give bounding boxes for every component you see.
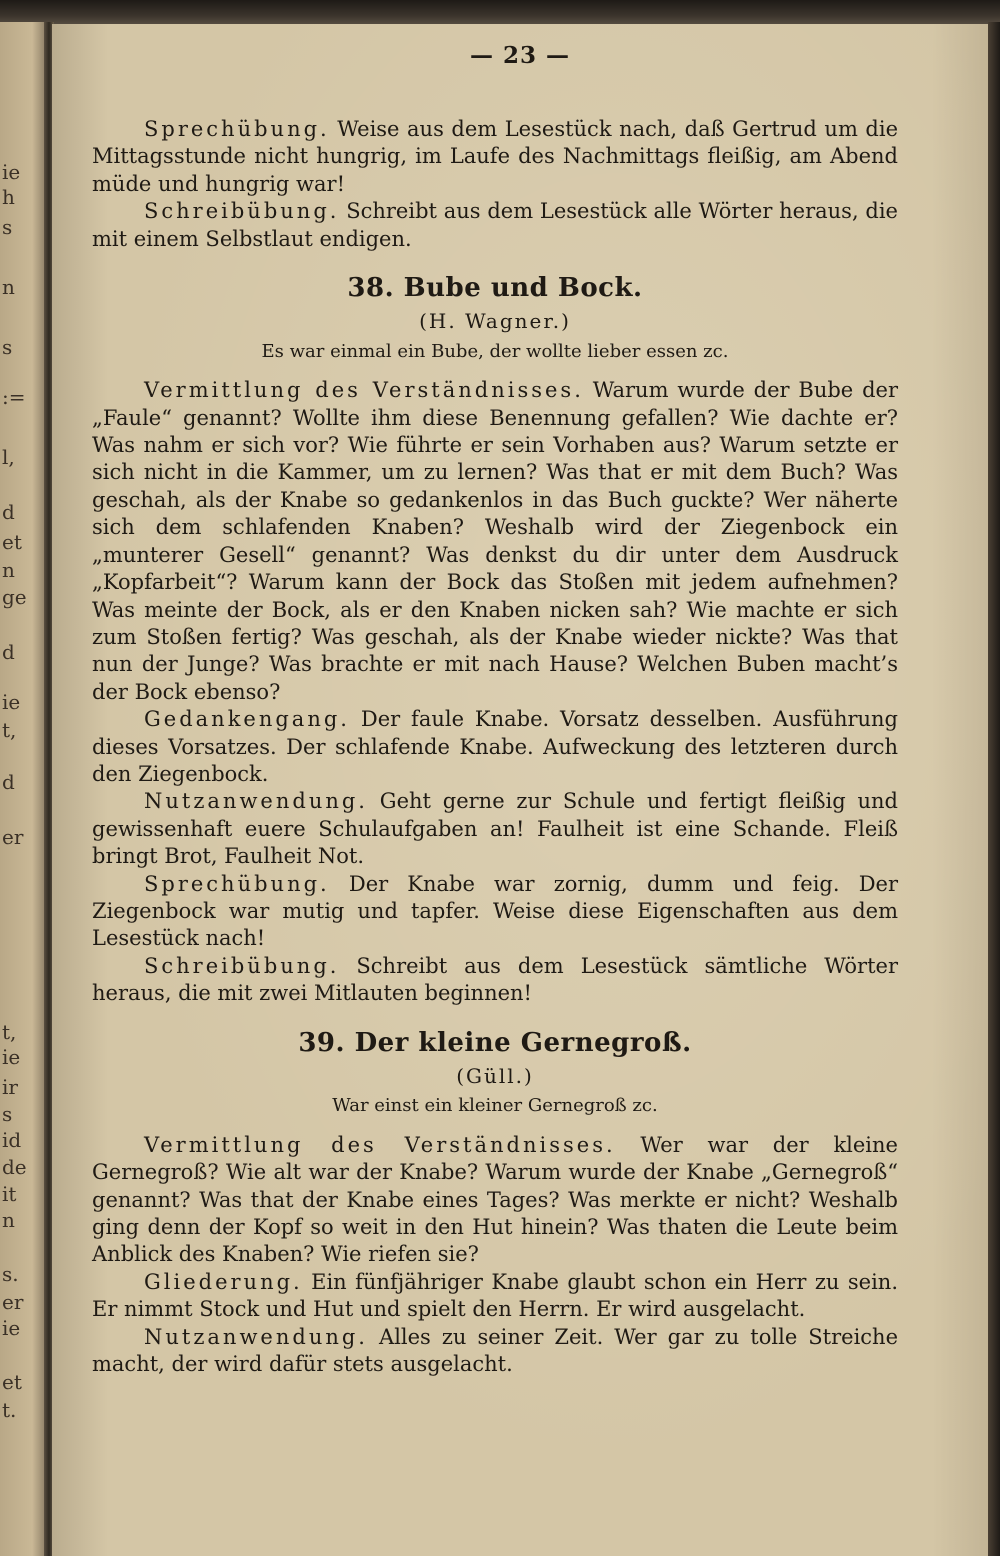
section-39-first-line: War einst ein kleiner Gernegroß zc. [332,1095,658,1117]
left-page-fragment: := [2,385,26,409]
section-39-author: (Güll.) [456,1064,534,1088]
left-page-fragment: et [2,530,22,554]
left-page-fragment: er [2,1290,24,1314]
left-page-fragment: it [2,1182,17,1206]
left-page-fragment: ge [2,585,27,609]
left-page-fragment: et [2,1370,22,1394]
paragraph-text: Schreibt aus dem Lesestück alle Wörter heraus, die mit einem Selbstlaut endigen. [92,199,898,251]
left-page-fragment: ie [2,160,21,184]
left-page-fragment: n [2,275,15,299]
section-38-author: (H. Wagner.) [419,309,571,334]
left-page-fragment: ie [2,1045,21,1069]
left-page-fragment: s [2,1102,13,1126]
section-38-title: 38. Bube und Bock. [347,273,643,304]
s38-paragraph-4 [92,871,898,953]
left-page-fragment: l, [2,445,15,469]
paragraph-label: Vermittlung des Verständnisses. [144,378,584,403]
s39-paragraph-2 [92,1269,898,1324]
paragraph-text: Weise aus dem Lesestück nach, daß Gertrud um die Mittagsstunde nicht hungrig, im Laufe des Nachmittags fleißig, am Abend müde und hungrig war! [92,117,898,196]
left-page-fragment: t, [2,1020,17,1044]
left-page-fragment: ir [2,1075,18,1099]
paragraph-label: Nutzanwendung. [144,789,368,814]
paragraph-text: Der Knabe war zornig, dumm und feig. Der Ziegenbock war mutig und tapfer. Weise diese Eigenschaften aus dem Lesestück nach! [92,871,898,951]
left-page-fragment: t, [2,718,17,742]
book-edge-right [988,22,1000,1556]
left-page-fragment: s [2,215,13,239]
paragraph-text: Ein fünfjähriger Knabe glaubt schon ein Herr zu sein. Er nimmt Stock und Hut und spielt den Herrn. Er wird ausgelacht. [92,1269,898,1322]
paragraph-text: Der faule Knabe. Vorsatz desselben. Ausführung dieses Vorsatzes. Der schlafende Knabe. Aufweckung des letzteren durch den Ziegenbock. [92,707,898,786]
left-page-fragment: id [2,1128,22,1152]
s38-paragraph-3 [92,788,898,870]
paragraph-text: Warum wurde der Bube der „Faule“ genannt? Wollte ihm diese Benennung gefallen? Wie dachte er? Was nahm er sich vor? Wie führte er sein Vorhaben aus? Warum setzte er sich nicht in die Kammer, um zu lernen? Was that er mit dem Buch? Was geschah, als der Knabe so gedankenlos in das Buch guckte? Wer näherte sich dem schlafenden Knaben? Weshalb wird der Ziegenbock ein „munterer Gesell“ genannt? Was denkst du dir unter dem Ausdruck „Kopfarbeit“? Warum kann der Bock das Stoßen mit jedem aufnehmen? Was meinte der Bock, als er den Knaben nicken sah? Wie machte er sich zum Stoßen fertig? Was geschah, als der Knabe wieder nickte? Was that nun der Junge? Was brachte er mit nach Hause? Welchen Buben macht’s der Bock ebenso? [92,378,898,704]
paragraph-text: Geht gerne zur Schule und fertigt fleißig und gewissenhaft euere Schulaufgaben an! Faulheit ist eine Schande. Fleiß bringt Brot, Faulheit Not. [92,789,898,869]
left-page-fragment: s. [2,1262,19,1286]
paragraph-label: Schreibübung. [144,199,340,224]
intro-paragraph-2 [92,198,898,253]
page-text [92,116,898,1378]
left-page-fragment: d [2,640,15,664]
s39-paragraph-1 [92,1132,898,1269]
book-binding-top [0,0,1000,26]
s39-paragraph-3 [92,1324,898,1379]
paragraph-label: Gedankengang. [144,707,350,732]
left-page-fragment: n [2,1208,15,1232]
left-page-fragment: d [2,770,15,794]
paragraph-text: Schreibt aus dem Lesestück sämtliche Wörter heraus, die mit zwei Mitlauten beginnen! [92,953,898,1006]
s38-paragraph-2 [92,706,898,788]
left-page-fragment: er [2,825,24,849]
left-page-fragment: ie [2,690,21,714]
page-number: — 23 — [469,42,571,69]
left-page-fragment: h [2,185,15,209]
left-page-fragment: t. [2,1398,17,1422]
left-page-edge [0,22,46,1556]
paragraph-label: Vermittlung des Verständnisses. [144,1132,616,1157]
intro-paragraph-1 [92,116,898,198]
paragraph-text: Alles zu seiner Zeit. Wer gar zu tolle Streiche macht, der wird dafür stets ausgelacht. [92,1324,898,1377]
s38-paragraph-5 [92,953,898,1008]
book-page [52,24,990,1556]
paragraph-label: Sprechübung. [144,871,330,896]
left-page-fragment: de [2,1155,27,1179]
s38-paragraph-1 [92,377,898,706]
paragraph-text: Wer war der kleine Gernegroß? Wie alt war der Knabe? Warum wurde der Knabe „Gernegroß“ genannt? Was that der Knabe eines Tages? Was merkte er nicht? Weshalb ging denn der Kopf so weit in den Hut hinein? Was thaten die Leute beim Anblick des Knaben? Wie riefen sie? [92,1132,898,1267]
left-page-fragment: ie [2,1316,21,1340]
paragraph-label: Schreibübung. [144,953,340,978]
paragraph-label: Sprechübung. [144,117,330,141]
left-page-fragment: s [2,335,13,359]
paragraph-label: Gliederung. [144,1269,303,1294]
left-page-fragment: n [2,558,15,582]
section-39-title: 39. Der kleine Gernegroß. [298,1027,692,1058]
left-page-fragment: d [2,500,15,524]
section-38-first-line: Es war einmal ein Bube, der wollte lieber essen zc. [261,340,729,362]
paragraph-label: Nutzanwendung. [144,1324,368,1349]
